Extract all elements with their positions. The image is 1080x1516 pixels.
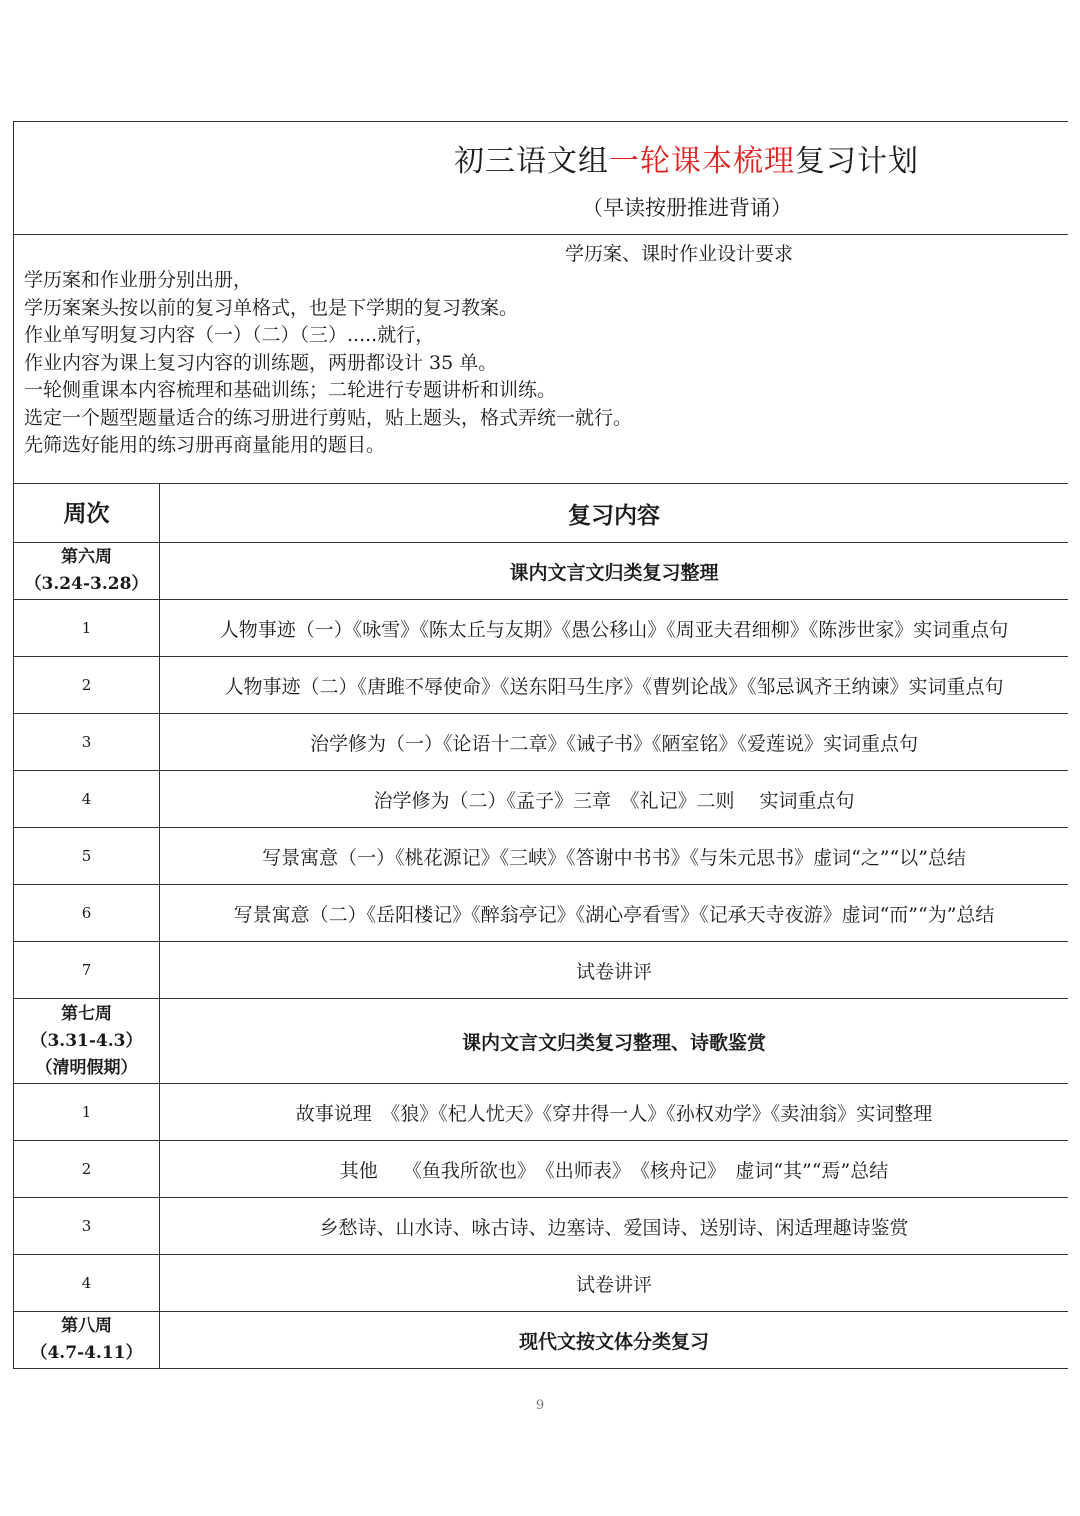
row-content: 故事说理 《狼》《杞人忧天》《穿井得一人》《孙权劝学》《卖油翁》实词整理	[295, 1102, 933, 1125]
week-row	[14, 999, 1068, 1084]
row-number: 2	[14, 657, 160, 713]
requirement-line: 学历案和作业册分别出册，	[24, 269, 253, 291]
week-row	[14, 1312, 1068, 1369]
row-number: 6	[14, 885, 160, 941]
table-row	[14, 1255, 1068, 1312]
row-content: 写景寓意（一）《桃花源记》《三峡》《答谢中书书》《与朱元思书》虚词“之”“以”总结	[262, 846, 966, 869]
title-highlight: 一轮课本梳理	[609, 144, 795, 179]
week-name: 第六周	[61, 547, 112, 567]
requirement-line: 先筛选好能用的练习册再商量能用的题目。	[24, 434, 386, 456]
row-number: 3	[14, 1198, 160, 1254]
requirement-line: 一轮侧重课本内容梳理和基础训练；二轮进行专题讲析和训练。	[24, 379, 557, 401]
row-content: 治学修为（二）《孟子》三章 《礼记》二则 实词重点句	[373, 789, 855, 812]
row-number: 3	[14, 714, 160, 770]
row-content: 治学修为（一）《论语十二章》《诫子书》《陋室铭》《爱莲说》实词重点句	[309, 732, 918, 755]
row-content: 试卷讲评	[575, 1273, 652, 1296]
week-label	[14, 1312, 160, 1368]
week-note: （清明假期）	[35, 1057, 138, 1078]
week-dates: （4.7-4.11）	[30, 1343, 143, 1363]
table-row	[14, 771, 1068, 828]
week-dates: （3.31-4.3）	[30, 1030, 143, 1051]
requirement-line: 选定一个题型题量适合的练习册进行剪贴，贴上题头，格式弄统一就行。	[24, 406, 633, 429]
week-topic: 课内文言文归类复习整理、诗歌鉴赏	[461, 1031, 766, 1054]
week-label	[14, 999, 160, 1083]
requirements-heading: 学历案、课时作业设计要求	[565, 243, 794, 265]
row-number: 7	[14, 942, 160, 998]
title-suffix: 复习计划	[795, 144, 919, 179]
row-content: 写景寓意（二）《岳阳楼记》《醉翁亭记》《湖心亭看雪》《记承天寺夜游》虚词“而”“为”总结	[233, 903, 995, 926]
week-topic: 课内文言文归类复习整理	[509, 561, 719, 584]
table-row	[14, 1198, 1068, 1255]
week-label	[14, 543, 160, 599]
table-row	[14, 714, 1068, 771]
row-number: 5	[14, 828, 160, 884]
row-content: 其他 《鱼我所欲也》 《出师表》 《核舟记》 虚词“其”“焉”总结	[339, 1159, 889, 1182]
week-topic: 现代文按文体分类复习	[518, 1330, 709, 1353]
plan-document	[13, 121, 1068, 1369]
week-row	[14, 543, 1068, 600]
requirements-section	[14, 235, 1068, 484]
document-header	[14, 122, 1068, 235]
page-subtitle: （早读按册推进背诵）	[582, 196, 792, 220]
requirement-line: 作业单写明复习内容（一）（二）（三）.....就行，	[24, 324, 435, 346]
page-title	[454, 136, 919, 180]
page-number: 9	[535, 1398, 545, 1413]
row-number: 2	[14, 1141, 160, 1197]
week-dates: （3.24-3.28）	[24, 574, 149, 594]
table-header-row	[14, 484, 1068, 543]
column-header-content: 复习内容	[568, 501, 660, 529]
requirements-list	[24, 267, 632, 460]
requirement-line: 作业内容为课上复习内容的训练题，两册都设计 35 单。	[24, 351, 498, 374]
row-content: 试卷讲评	[575, 960, 652, 983]
table-row	[14, 885, 1068, 942]
requirement-line: 学历案案头按以前的复习单格式，也是下学期的复习教案。	[24, 296, 519, 319]
table-row	[14, 828, 1068, 885]
row-number: 4	[14, 1255, 160, 1311]
table-row	[14, 1084, 1068, 1141]
row-number: 4	[14, 771, 160, 827]
row-number: 1	[14, 1084, 160, 1140]
table-row	[14, 942, 1068, 999]
table-row	[14, 657, 1068, 714]
row-content: 乡愁诗、山水诗、咏古诗、边塞诗、爱国诗、送别诗、闲适理趣诗鉴赏	[319, 1216, 909, 1239]
table-row	[14, 600, 1068, 657]
table-row	[14, 1141, 1068, 1198]
row-content: 人物事迹（二）《唐雎不辱使命》《送东阳马生序》《曹刿论战》《邹忌讽齐王纳谏》实词重点句	[224, 675, 1004, 698]
row-number: 1	[14, 600, 160, 656]
week-name: 第七周	[60, 1003, 112, 1024]
week-name: 第八周	[60, 1316, 112, 1336]
title-prefix: 初三语文组	[454, 144, 609, 179]
column-header-week: 周次	[14, 484, 160, 542]
row-content: 人物事迹（一）《咏雪》《陈太丘与友期》《愚公移山》《周亚夫君细柳》《陈涉世家》实词重点句	[219, 618, 1009, 641]
